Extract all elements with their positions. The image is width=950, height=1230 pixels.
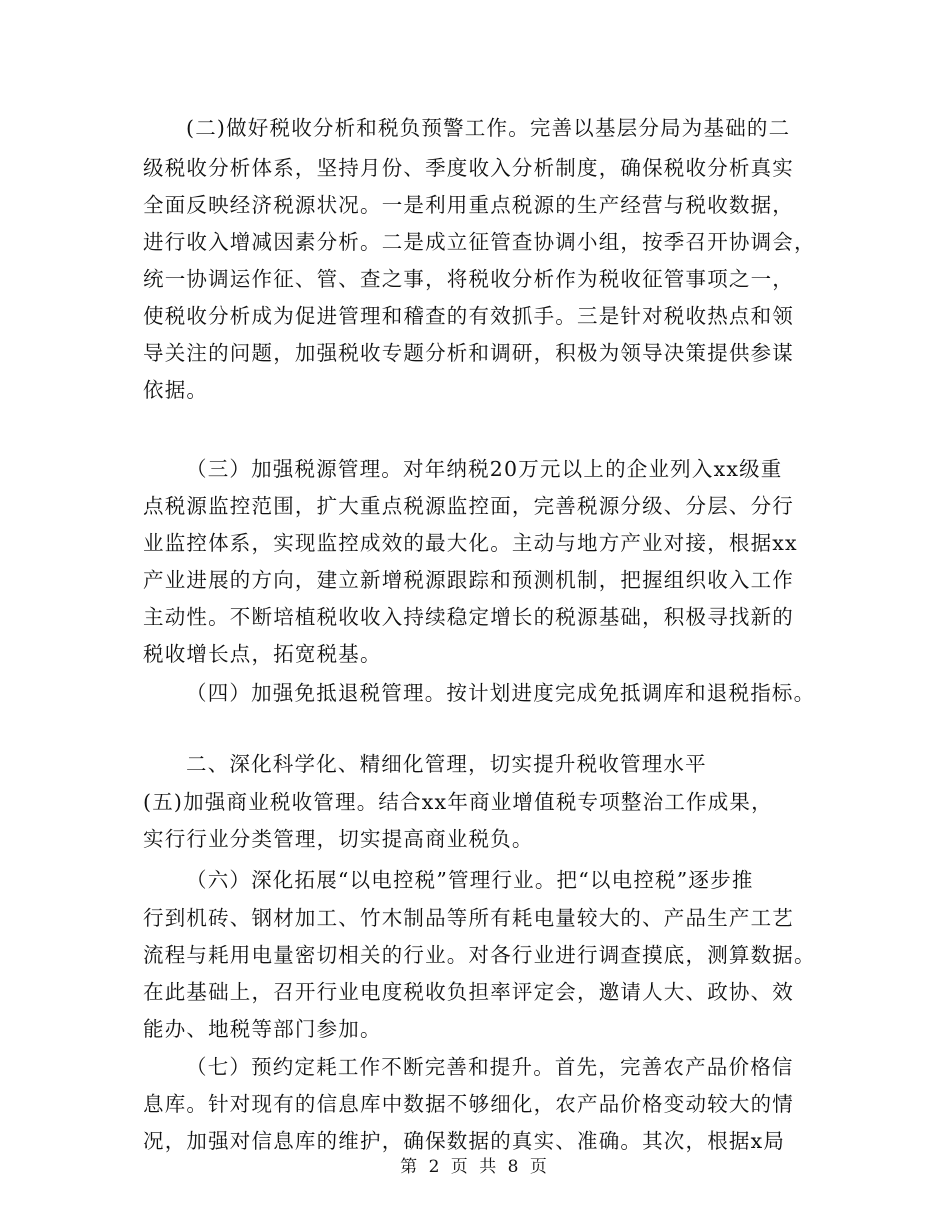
paragraph-line: （六）深化拓展“以电控税”管理行业。把“以电控税”逐步推: [186, 868, 754, 892]
paragraph-line: 息库。针对现有的信息库中数据不够细化，农产品价格变动较大的情: [143, 1092, 794, 1116]
paragraph-line: 行到机砖、钢材加工、竹木制品等所有耗电量较大的、产品生产工艺: [143, 906, 794, 930]
paragraph-line: 全面反映经济税源状况。一是利用重点税源的生产经营与税收数据，: [143, 193, 794, 217]
paragraph-line: 业监控体系，实现监控成效的最大化。主动与地方产业对接，根据xx: [143, 531, 798, 555]
paragraph-line: [143, 410, 813, 444]
page-number: 第 2 页 共 8 页: [400, 1157, 550, 1177]
paragraph-line: 使税收分析成为促进管理和稽查的有效抓手。三是针对税收热点和领: [143, 304, 794, 328]
paragraph-line: 流程与耗用电量密切相关的行业。对各行业进行调查摸底，测算数据。: [143, 943, 816, 967]
paragraph-line: 点税源监控范围，扩大重点税源监控面，完善税源分级、分层、分行: [143, 494, 794, 518]
paragraph-line: （三）加强税源管理。对年纳税20万元以上的企业列入xx级重: [186, 457, 783, 481]
paragraph-line: （四）加强免抵退税管理。按计划进度完成免抵调库和退税指标。: [186, 681, 816, 705]
paragraph-line: 导关注的问题，加强税收专题分析和调研，积极为领导决策提供参谋: [143, 341, 794, 365]
paragraph-line: 在此基础上，召开行业电度税收负担率评定会，邀请人大、政协、效: [143, 980, 794, 1004]
paragraph-line: (二)做好税收分析和税负预警工作。完善以基层分局为基础的二: [186, 116, 791, 140]
paragraph-line: 况，加强对信息库的维护，确保数据的真实、准确。其次，根据x局: [143, 1129, 786, 1153]
section-heading: 二、深化科学化、精细化管理，切实提升税收管理水平: [186, 752, 707, 776]
paragraph-line: 实行行业分类管理，切实提高商业税负。: [143, 827, 534, 851]
paragraph-line: 级税收分析体系，坚持月份、季度收入分析制度，确保税收分析真实: [143, 156, 794, 180]
paragraph-line: 进行收入增减因素分析。二是成立征管查协调小组，按季召开协调会，: [143, 230, 816, 254]
paragraph-line: 税收增长点，拓宽税基。: [143, 642, 382, 666]
paragraph-line: 依据。: [143, 378, 209, 402]
paragraph-line: 能办、地税等部门参加。: [143, 1017, 382, 1041]
paragraph-line: 统一协调运作征、管、查之事，将税收分析作为税收征管事项之一，: [143, 267, 794, 291]
paragraph-line: 主动性。不断培植税收收入持续稳定增长的税源基础，积极寻找新的: [143, 605, 794, 629]
paragraph-line: 产业进展的方向，建立新增税源跟踪和预测机制，把握组织收入工作: [143, 568, 794, 592]
paragraph-line: (五)加强商业税收管理。结合xx年商业增值税专项整治工作成果，: [143, 790, 773, 814]
paragraph-line: （七）预约定耗工作不断完善和提升。首先，完善农产品价格信: [186, 1055, 794, 1079]
